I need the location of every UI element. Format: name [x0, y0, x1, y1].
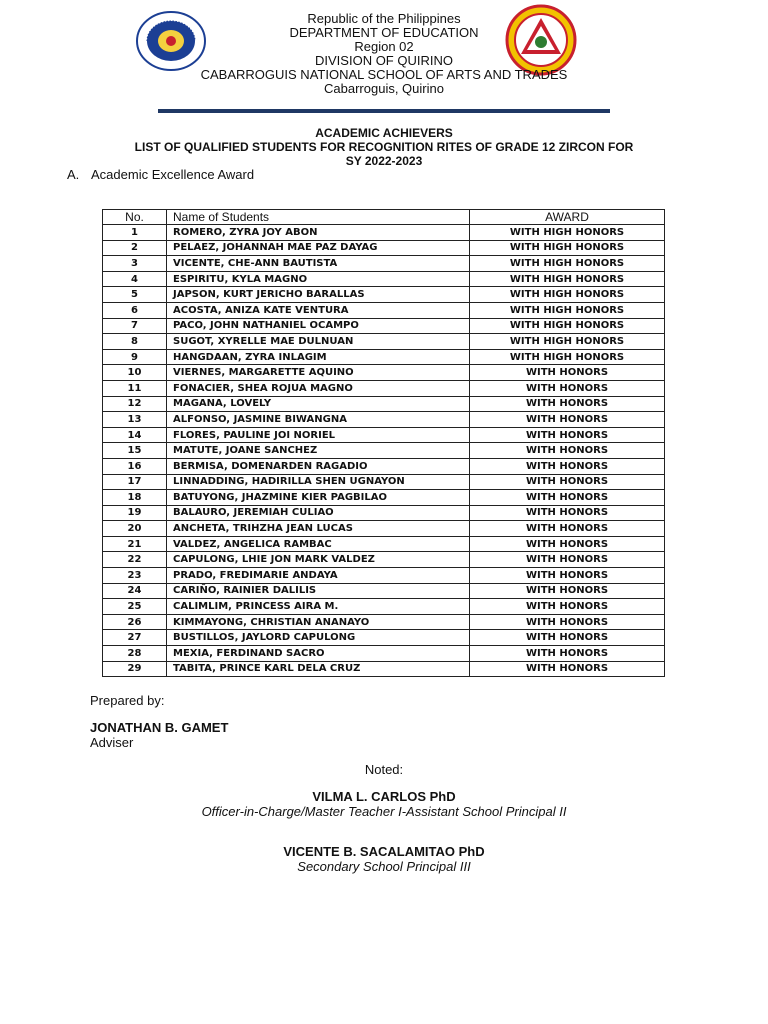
cell-award: WITH HIGH HONORS: [470, 334, 665, 350]
cell-award: WITH HONORS: [470, 474, 665, 490]
table-row: [103, 396, 665, 412]
cell-name: MATUTE, JOANE SANCHEZ: [167, 443, 470, 459]
cell-name: VIERNES, MARGARETTE AQUINO: [167, 365, 470, 381]
cell-award: WITH HONORS: [470, 412, 665, 428]
table-row: [103, 505, 665, 521]
cell-no: 28: [103, 646, 167, 662]
cell-award: WITH HIGH HONORS: [470, 256, 665, 272]
section-heading: [67, 167, 254, 182]
cell-name: CAPULONG, LHIE JON MARK VALDEZ: [167, 552, 470, 568]
cell-award: WITH HIGH HONORS: [470, 240, 665, 256]
table-row: [103, 443, 665, 459]
cell-name: SUGOT, XYRELLE MAE DULNUAN: [167, 334, 470, 350]
table-row: [103, 630, 665, 646]
cell-name: KIMMAYONG, CHRISTIAN ANANAYO: [167, 614, 470, 630]
signatory-block: [0, 789, 768, 819]
table-row: [103, 349, 665, 365]
header-divider: [158, 109, 610, 113]
signatory-name: VILMA L. CARLOS PhD: [312, 789, 456, 804]
cell-award: WITH HONORS: [470, 396, 665, 412]
adviser-name: JONATHAN B. GAMET: [90, 720, 229, 735]
cell-name: BERMISA, DOMENARDEN RAGADIO: [167, 458, 470, 474]
cell-award: WITH HONORS: [470, 568, 665, 584]
cell-name: ANCHETA, TRIHZHA JEAN LUCAS: [167, 521, 470, 537]
cell-name: JAPSON, KURT JERICHO BARALLAS: [167, 287, 470, 303]
noted-label: Noted:: [364, 762, 404, 777]
cell-no: 18: [103, 490, 167, 506]
letterhead: [0, 12, 768, 96]
table-header-row: [103, 210, 665, 225]
table-row: [103, 490, 665, 506]
cell-award: WITH HONORS: [470, 380, 665, 396]
section-letter: A.: [67, 167, 80, 182]
column-header-award: AWARD: [470, 210, 665, 225]
cell-no: 9: [103, 349, 167, 365]
title-line: SY 2022-2023: [345, 154, 423, 168]
table-row: [103, 318, 665, 334]
table-row: [103, 474, 665, 490]
cell-award: WITH HIGH HONORS: [470, 349, 665, 365]
achievers-table: [102, 209, 665, 677]
header-line: CABARROGUIS NATIONAL SCHOOL OF ARTS AND TRADES: [200, 67, 568, 82]
cell-no: 22: [103, 552, 167, 568]
cell-name: ROMERO, ZYRA JOY ABON: [167, 225, 470, 241]
cell-name: ACOSTA, ANIZA KATE VENTURA: [167, 302, 470, 318]
cell-name: VALDEZ, ANGELICA RAMBAC: [167, 536, 470, 552]
prepared-by-label: Prepared by:: [90, 693, 165, 708]
header-line: DEPARTMENT OF EDUCATION: [289, 25, 479, 40]
column-header-no: No.: [103, 210, 167, 225]
table-row: [103, 240, 665, 256]
cell-no: 20: [103, 521, 167, 537]
cell-award: WITH HONORS: [470, 427, 665, 443]
cell-no: 23: [103, 568, 167, 584]
cell-name: HANGDAAN, ZYRA INLAGIM: [167, 349, 470, 365]
header-line: Cabarroguis, Quirino: [324, 81, 444, 96]
table-row: [103, 661, 665, 677]
table-row: [103, 614, 665, 630]
cell-name: ALFONSO, JASMINE BIWANGNA: [167, 412, 470, 428]
table-row: [103, 458, 665, 474]
cell-name: TABITA, PRINCE KARL DELA CRUZ: [167, 661, 470, 677]
cell-no: 10: [103, 365, 167, 381]
cell-name: ESPIRITU, KYLA MAGNO: [167, 271, 470, 287]
header-line: DIVISION OF QUIRINO: [315, 53, 453, 68]
table-row: [103, 302, 665, 318]
cell-no: 8: [103, 334, 167, 350]
cell-name: CARIÑO, RAINIER DALILIS: [167, 583, 470, 599]
cell-no: 24: [103, 583, 167, 599]
table-row: [103, 256, 665, 272]
section-title: Academic Excellence Award: [91, 167, 255, 182]
cell-no: 2: [103, 240, 167, 256]
title-line: ACADEMIC ACHIEVERS: [315, 126, 453, 140]
cell-no: 6: [103, 302, 167, 318]
cell-award: WITH HONORS: [470, 505, 665, 521]
cell-award: WITH HONORS: [470, 661, 665, 677]
cell-award: WITH HIGH HONORS: [470, 318, 665, 334]
cell-name: MAGANA, LOVELY: [167, 396, 470, 412]
cell-no: 27: [103, 630, 167, 646]
header-line: Region 02: [354, 39, 414, 54]
cell-name: MEXIA, FERDINAND SACRO: [167, 646, 470, 662]
cell-name: CALIMLIM, PRINCESS AIRA M.: [167, 599, 470, 615]
cell-name: BATUYONG, JHAZMINE KIER PAGBILAO: [167, 490, 470, 506]
cell-award: WITH HONORS: [470, 490, 665, 506]
cell-name: PACO, JOHN NATHANIEL OCAMPO: [167, 318, 470, 334]
table-row: [103, 583, 665, 599]
cell-award: WITH HIGH HONORS: [470, 225, 665, 241]
cell-award: WITH HONORS: [470, 443, 665, 459]
cell-award: WITH HONORS: [470, 521, 665, 537]
cell-no: 26: [103, 614, 167, 630]
table-row: [103, 646, 665, 662]
cell-name: FLORES, PAULINE JOI NORIEL: [167, 427, 470, 443]
table-row: [103, 412, 665, 428]
title-line: LIST OF QUALIFIED STUDENTS FOR RECOGNITION RITES OF GRADE 12 ZIRCON FOR: [134, 140, 634, 154]
cell-no: 25: [103, 599, 167, 615]
cell-award: WITH HONORS: [470, 646, 665, 662]
cell-no: 13: [103, 412, 167, 428]
cell-award: WITH HIGH HONORS: [470, 287, 665, 303]
cell-no: 21: [103, 536, 167, 552]
table-row: [103, 427, 665, 443]
cell-no: 4: [103, 271, 167, 287]
cell-award: WITH HONORS: [470, 583, 665, 599]
cell-name: LINNADDING, HADIRILLA SHEN UGNAYON: [167, 474, 470, 490]
cell-no: 1: [103, 225, 167, 241]
table-row: [103, 225, 665, 241]
cell-award: WITH HONORS: [470, 630, 665, 646]
cell-no: 11: [103, 380, 167, 396]
cell-no: 15: [103, 443, 167, 459]
cell-no: 16: [103, 458, 167, 474]
table-row: [103, 552, 665, 568]
cell-award: WITH HONORS: [470, 599, 665, 615]
signatory-block: [0, 844, 768, 874]
cell-name: PRADO, FREDIMARIE ANDAYA: [167, 568, 470, 584]
cell-name: PELAEZ, JOHANNAH MAE PAZ DAYAG: [167, 240, 470, 256]
table-row: [103, 365, 665, 381]
table-row: [103, 599, 665, 615]
signatory-name: VICENTE B. SACALAMITAO PhD: [283, 844, 485, 859]
cell-award: WITH HONORS: [470, 536, 665, 552]
table-row: [103, 536, 665, 552]
cell-name: BUSTILLOS, JAYLORD CAPULONG: [167, 630, 470, 646]
table-row: [103, 334, 665, 350]
adviser-role: Adviser: [90, 735, 134, 750]
document-title: [0, 126, 768, 168]
cell-award: WITH HIGH HONORS: [470, 302, 665, 318]
cell-name: BALAURO, JEREMIAH CULIAO: [167, 505, 470, 521]
signatory-role: Secondary School Principal III: [297, 859, 471, 874]
table-body: [103, 225, 665, 677]
cell-name: FONACIER, SHEA ROJUA MAGNO: [167, 380, 470, 396]
cell-award: WITH HIGH HONORS: [470, 271, 665, 287]
table-row: [103, 568, 665, 584]
cell-award: WITH HONORS: [470, 614, 665, 630]
table-row: [103, 287, 665, 303]
cell-no: 29: [103, 661, 167, 677]
cell-no: 12: [103, 396, 167, 412]
cell-no: 17: [103, 474, 167, 490]
cell-no: 5: [103, 287, 167, 303]
header-line: Republic of the Philippines: [307, 11, 461, 26]
cell-award: WITH HONORS: [470, 458, 665, 474]
cell-name: VICENTE, CHE-ANN BAUTISTA: [167, 256, 470, 272]
cell-award: WITH HONORS: [470, 552, 665, 568]
signatory-role: Officer-in-Charge/Master Teacher I-Assistant School Principal II: [201, 804, 567, 819]
table-row: [103, 380, 665, 396]
cell-no: 7: [103, 318, 167, 334]
table-row: [103, 521, 665, 537]
cell-no: 14: [103, 427, 167, 443]
table-row: [103, 271, 665, 287]
cell-no: 19: [103, 505, 167, 521]
column-header-name: Name of Students: [167, 210, 470, 225]
cell-no: 3: [103, 256, 167, 272]
cell-award: WITH HONORS: [470, 365, 665, 381]
